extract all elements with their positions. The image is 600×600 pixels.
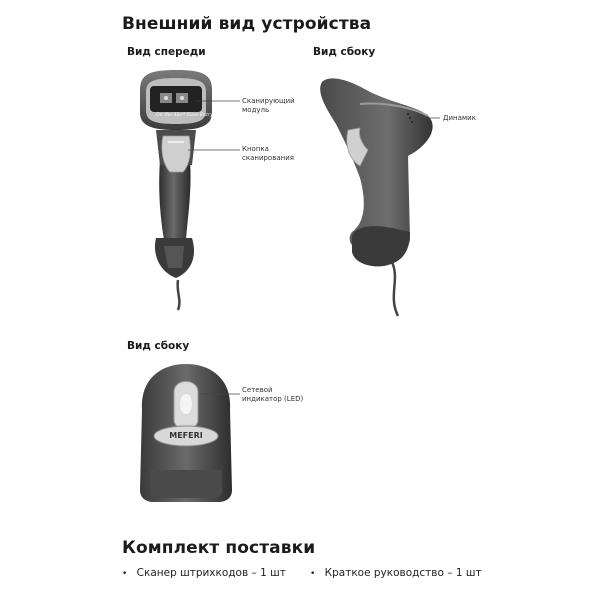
package-item <box>310 567 482 579</box>
bullet-dot-icon: • <box>122 569 128 579</box>
bullet-dot-icon: • <box>310 569 316 579</box>
package-title: Комплект поставки <box>122 538 316 558</box>
scan-button-line-2: сканирования <box>242 153 294 162</box>
package-item-label: Сканер штрихкодов – 1 шт <box>136 567 286 579</box>
network-indicator-line-2: индикатор (LED) <box>242 394 304 403</box>
scan-button-line-1: Кнопка <box>242 145 269 153</box>
network-indicator-callout <box>242 386 303 403</box>
package-item-label: Краткое руководство – 1 шт <box>324 567 482 579</box>
page-title: Внешний вид устройства <box>122 14 372 34</box>
scan-module-line-1: Сканирующий <box>242 97 295 105</box>
network-indicator-line-1: Сетевой <box>242 386 273 394</box>
speaker-callout: Динамик <box>443 114 476 122</box>
side-view-label: Вид сбоку <box>313 46 376 58</box>
front-view-label: Вид спереди <box>127 46 206 58</box>
window-print: On the Alert Ease Entry <box>156 113 213 118</box>
back-view-label: Вид сбоку <box>127 340 190 352</box>
package-item <box>122 567 286 579</box>
scan-module-line-2: модуль <box>242 105 270 114</box>
brand-logo: MEFERI <box>169 431 203 440</box>
